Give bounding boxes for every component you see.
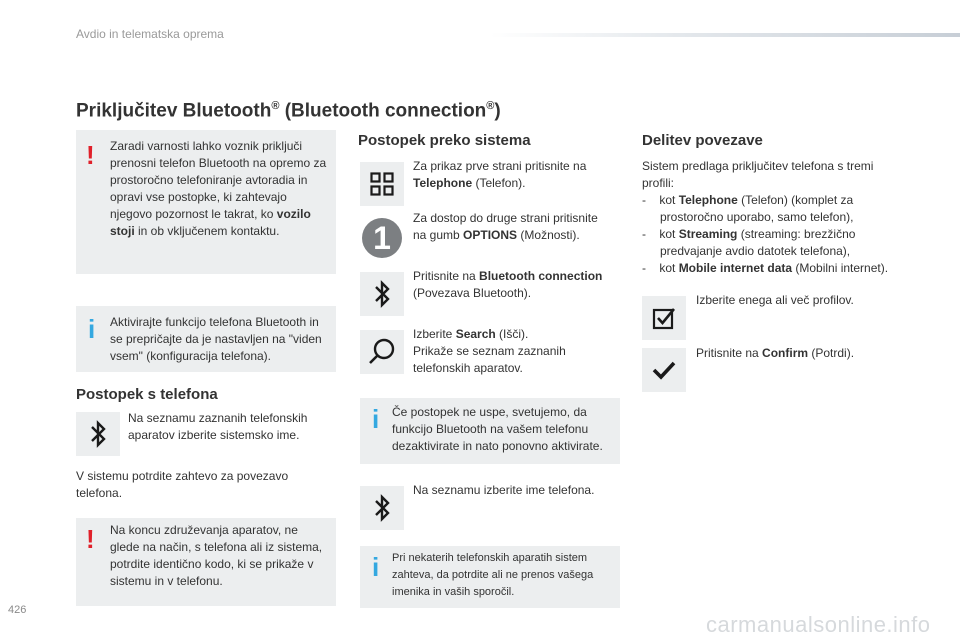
step-number: 1: [362, 218, 402, 258]
info-text-contacts: Pri nekaterih telefonskih aparatih sistem zahteva, da potrdite ali ne prenos vašega imenika in vaših sporočil.: [392, 552, 594, 598]
checkmark-icon-box: [642, 348, 686, 392]
info-panel-retry: [360, 398, 620, 464]
system-step-telephone: Za prikaz prve strani pritisnite na Telephone (Telefon).: [413, 159, 587, 190]
bluetooth-icon: [88, 419, 108, 449]
bluetooth-icon-box: [360, 486, 404, 530]
system-step-bluetooth: Pritisnite na Bluetooth connection (Povezava Bluetooth).: [413, 269, 603, 300]
checkbox-icon: [652, 306, 676, 330]
system-step-select-phone: Na seznamu izberite ime telefona.: [413, 483, 595, 497]
sharing-step-select-profiles: Izberite enega ali več profilov.: [696, 293, 854, 307]
info-icon: i: [372, 552, 380, 582]
profile-item-telephone: - kot Telephone (Telefon) (komplet za prostoročno uporabo, samo telefon),: [642, 193, 854, 224]
checkmark-icon: [652, 360, 676, 380]
phone-step-confirm: V sistemu potrdite zahtevo za povezavo telefona.: [76, 469, 289, 500]
system-step-search: Izberite Search (Išči). Prikaže se seznam zaznanih telefonskih aparatov.: [413, 327, 566, 375]
bluetooth-icon: [372, 493, 392, 523]
info-text-visibility: Aktivirajte funkcijo telefona Bluetooth in se prepričajte da je nastavljen na "viden vsem" (konfiguracija telefona).: [110, 315, 322, 363]
grid-icon-box: [360, 162, 404, 206]
watermark: carmanualsonline.info: [706, 612, 931, 637]
bluetooth-icon-box: [360, 272, 404, 316]
info-text-retry: Če postopek ne uspe, svetujemo, da funkcijo Bluetooth na vašem telefonu dezaktivirate in nato ponovno aktivirate.: [392, 405, 603, 453]
section-title-phone: Postopek s telefona: [76, 386, 218, 403]
profile-item-internet: - kot Mobile internet data (Mobilni internet).: [642, 261, 889, 275]
warning-panel-safety: [76, 130, 336, 274]
section-title-sharing: Delitev povezave: [642, 132, 763, 149]
page-number: 426: [8, 604, 27, 616]
warning-panel-pairing: [76, 518, 336, 606]
info-panel-contacts: [360, 546, 620, 608]
header-title: Avdio in telematska oprema: [76, 27, 224, 41]
profile-item-streaming: - kot Streaming (streaming: brezžično predvajanje avdio datotek telefona),: [642, 227, 856, 258]
section-title-system: Postopek preko sistema: [358, 132, 531, 149]
bluetooth-icon-box: [76, 412, 120, 456]
header-rule: [490, 33, 960, 37]
warning-icon: !: [86, 140, 95, 170]
phone-step-select-system: Na seznamu zaznanih telefonskih aparatov izberite sistemsko ime.: [128, 411, 308, 442]
sharing-step-confirm: Pritisnite na Confirm (Potrdi).: [696, 346, 855, 360]
system-step-options: Za dostop do druge strani pritisnite na gumb OPTIONS (Možnosti).: [413, 211, 598, 242]
grid-icon: [370, 172, 394, 196]
warning-text-pairing: Na koncu združevanja aparatov, ne glede na način, s telefona ali iz sistema, potrdite identično kodo, ki se prikaže v sistemu in v telefonu.: [110, 523, 323, 588]
profile-list: [642, 192, 912, 277]
bluetooth-icon: [372, 279, 392, 309]
info-icon: i: [372, 404, 380, 434]
info-panel-visibility: [76, 306, 336, 372]
page-title: Priključitev Bluetooth® (Bluetooth connection®): [76, 100, 501, 122]
warning-text-safety: Zaradi varnosti lahko voznik priključi prenosni telefon Bluetooth na opremo za prostoročno telefoniranje avtoradia in opravi vse postopke, ki zahtevajo njegovo pozornost le takrat, ko vozilo stoji in ob vključenem kontaktu.: [110, 139, 327, 238]
warning-icon: !: [86, 524, 95, 554]
checkbox-icon-box: [642, 296, 686, 340]
info-icon: i: [88, 314, 96, 344]
sharing-intro: Sistem predlaga priključitev telefona s tremi profili:: [642, 159, 874, 190]
search-icon: [367, 337, 397, 367]
search-icon-box: [360, 330, 404, 374]
